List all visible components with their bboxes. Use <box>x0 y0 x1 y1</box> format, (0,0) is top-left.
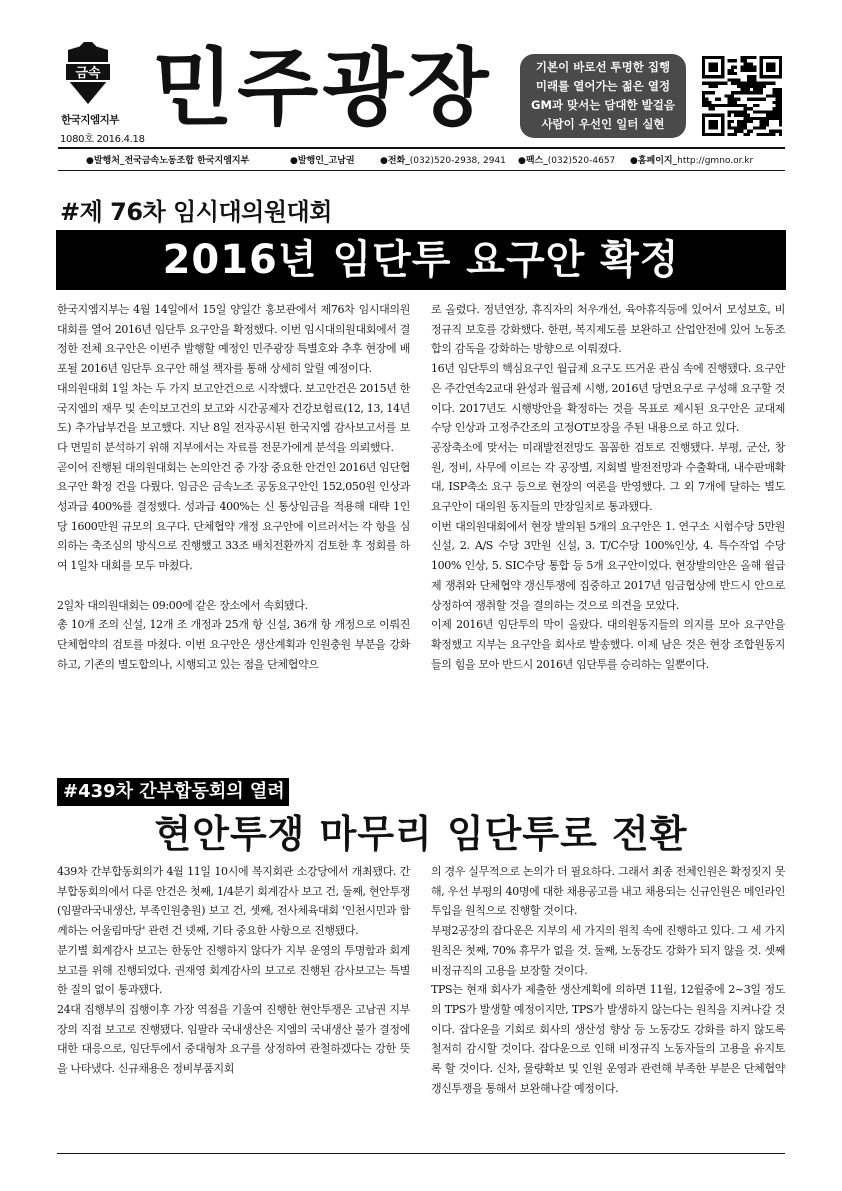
slogan-box <box>520 54 686 138</box>
newspaper-title: 민주광장 <box>152 39 493 137</box>
article1-kicker: #제 76차 임시대의원대회 <box>60 198 332 226</box>
publisher-value: 전국금속노동조합 한국지엠지부 <box>124 156 250 166</box>
publisher-label: ●발행처_ <box>86 156 125 166</box>
paragraph: 의 경우 실무적으로 논의가 더 필요하다. 그래서 최종 전체인원은 확정짓지 못해, 우선 부평의 40명에 대한 채용공고를 내고 채용되는 신규인원은 메인라인 투입을 원칙으로 진행할 것이다. <box>431 865 785 918</box>
divider <box>58 147 785 149</box>
paragraph: 2일차 대의원대회는 09:00에 같은 장소에서 속회됐다. <box>57 598 308 612</box>
slogan-line: 사람이 우선인 일터 실현 <box>541 117 665 131</box>
paragraph: 한국지엠지부는 4월 14일에서 15일 양일간 홍보관에서 제76차 임시대의원대회를 열어 2016년 임단투 요구안을 확정했다. 이번 임시대의원대회에서 결정한 전체 요구안은 이번주 발행할 예정인 민주광장 특별호와 추후 현장에 배포될 2016년 임단투 요구안 해설 책자를 통해 상세히 알릴 예정이다. <box>57 303 410 376</box>
slogan-line: 미래를 열어가는 젊은 열정 <box>535 79 671 93</box>
publisher-info <box>86 153 249 166</box>
fax-value: (032)520-4657 <box>547 156 616 166</box>
phone-label: ●전화_ <box>380 156 410 166</box>
paragraph: 곧이어 진행된 대의원대회는 논의안건 중 가장 중요한 안건인 2016년 임단협 요구안 확정 건을 다뤘다. 임금은 금속노조 공동요구안인 152,050원 인상과 성과급 400%를 결정했다. 성과급 400%는 신 통상임금을 적용해 대략 1인당 1600만원 규모의 요구다. 단체협약 개정 요구안에 이르러서는 각 항을 심의하는 축조심의 방식으로 진행했고 33조 배치전환까지 검토한 후 정회를 하여 1일차 대회를 모두 마쳤다. <box>57 460 410 573</box>
slogan-line: 기본이 바로선 투명한 집행 <box>535 60 671 74</box>
paragraph: 부평2공장의 잡다운은 지부의 세 가지의 원칙 속에 진행하고 있다. 그 세 가지 원칙은 첫째, 70% 휴무가 없을 것. 둘째, 노동강도 강화가 되지 않을 것. 셋째 비정규직의 고용을 보장할 것이다. <box>431 924 785 977</box>
paragraph: TPS는 현재 회사가 제출한 생산계획에 의하면 11월, 12월중에 2~3일 정도의 TPS가 발생할 예정이지만, TPS가 발생하지 않는다는 원칙을 지켜나갈 것이다. 잡다운을 기회로 회사의 생산성 향상 등 노동강도 강화를 하지 않도록 철저히 감시할 것이다. 잡다운으로 인해 비정규직 노동자들의 고용을 유지토록 할 것이다. 신차, 물량확보 및 인원 운영과 관련해 부족한 부분은 단체협약 갱신투쟁을 통해서 보완해나갈 예정이다. <box>431 983 785 1095</box>
issue-number: 1080호 2016.4.18 <box>60 134 145 145</box>
fax-label: ●팩스_ <box>518 156 548 166</box>
publication-info-bar <box>58 151 785 167</box>
article1-headline: 2016년 임단투 요구안 확정 <box>162 237 680 283</box>
paragraph: 24대 집행부의 집행이후 가장 역점을 기울여 진행한 현안투쟁은 고남권 지부장의 직접 보고로 진행됐다. 임팔라 국내생산은 지엠의 국내생산 불가 결정에 대한 대응으로, 임단투에서 중대형차 요구를 상정하여 관철하겠다는 강한 뜻을 나타냈다. 신규채용은 정비부품지회 <box>57 1002 410 1076</box>
editor-info <box>290 153 355 166</box>
paragraph: 439차 간부합동회의가 4월 11일 10시에 복지회관 소강당에서 개최됐다. 간부합동회의에서 다룬 안건은 첫째, 1/4분기 회계감사 보고 건, 둘째, 현안투쟁 (임팔라국내생산, 부족인원충원) 보고 건, 셋째, 전사체육대회 '인천시민과 함께하는 어울림마당' 관련 건 넷째, 기타 중요한 사항으로 진행됐다. <box>57 865 410 938</box>
logo-text: 금속 <box>75 66 101 81</box>
qr-code-icon <box>702 56 782 136</box>
fax-info <box>518 153 615 166</box>
paragraph: 로 올렸다. 정년연장, 휴직자의 처우개선, 육아휴직등에 있어서 모성보호, 비정규직 보호를 강화했다. 한편, 복지제도를 보완하고 산업안전에 있어 노동조합의 감독을 강화하는 방향으로 이뤄졌다. <box>431 303 785 356</box>
web-label: ●홈페이지_ <box>630 156 678 166</box>
article2-headline: 현안투쟁 마무리 임단투로 전환 <box>154 812 688 856</box>
phone-info <box>380 153 506 166</box>
paragraph: 총 10개 조의 신설, 12개 조 개정과 25개 항 신설, 36개 항 개정으로 이뤄진 단체협약의 검토를 마쳤다. 이번 요구안은 생산계획과 인원충원 부분을 강화하고, 기존의 별도합의나, 시행되고 있는 점을 단체협약으 <box>57 618 410 671</box>
article1-left-column <box>57 300 410 674</box>
web-link[interactable]: http://gmno.or.kr <box>677 156 754 166</box>
paragraph: 이번 대의원대회에서 현장 발의된 5개의 요구안은 1. 연구소 시험수당 5만원 신설, 2. A/S 수당 3만원 신설, 3. T/C수당 100%인상, 4. 특수작업 수당 100% 인상, 5. SIC수당 통합 등 5개 요구안이었다. 현장발의안은 올해 월급제 쟁취와 단체협약 갱신투쟁에 집중하고 2017년 임금협상에 반드시 안으로 상정하여 쟁취할 것을 결의하는 것으로 의견을 모았다. <box>431 519 785 612</box>
paragraph: 공장축소에 맞서는 미래발전전망도 꼼꼼한 검토로 진행됐다. 부평, 군산, 창원, 정비, 사무에 이르는 각 공장별, 지회별 발전전망과 수출확대, 내수판매확대, ISP축소 요구 등으로 현장의 여론을 반영했다. 그 외 7개에 달하는 별도 요구안이 대의원 동지들의 만장일치로 통과됐다. <box>431 440 785 514</box>
article1-right-column <box>431 300 785 674</box>
article2-kicker: #439차 간부합동회의 열려 <box>63 781 285 802</box>
org-name: 한국지엠지부 <box>61 114 119 126</box>
article2-right-column <box>431 862 785 1098</box>
union-logo <box>58 40 118 110</box>
web-info <box>630 153 753 166</box>
paragraph: 이제 2016년 임단투의 막이 올랐다. 대의원동지들의 의지를 모아 요구안을 확정했고 지부는 요구안을 회사로 발송했다. 이제 남은 것은 현장 조합원동지들의 힘을 모아 반드시 2016년 임단투를 승리하는 일뿐이다. <box>431 618 785 671</box>
paragraph: 분기별 회계감사 보고는 한동안 진행하지 않다가 지부 운영의 투명함과 회계보고를 위해 진행되었다. 권재영 회계감사의 보고로 진행된 감사보고는 특별한 질의 없이 통과됐다. <box>57 943 410 997</box>
phone-value: (032)520-2938, 2941 <box>409 156 506 166</box>
article2-left-column <box>57 862 410 1079</box>
footer-divider <box>57 1153 785 1154</box>
editor-value: 고남권 <box>328 156 355 166</box>
divider <box>58 170 785 171</box>
paragraph: 대의원대회 1일 차는 두 가지 보고안건으로 시작했다. 보고안건은 2015년 한국지엠의 재무 및 손익보고건의 보고와 시간공제자 건강보험료(12, 13, 14년도) 추가납부건을 보고했다. 지난 8일 전자공시된 한국지엠 감사보고서를 보다 면밀히 분석하기 위해 지부에서는 자료를 전문가에게 분석을 의뢰했다. <box>57 381 410 454</box>
slogan-line: GM과 맞서는 담대한 발걸음 <box>531 98 675 112</box>
editor-label: ●발행인_ <box>290 156 329 166</box>
paragraph: 16년 임단투의 핵심요구인 월급제 요구도 뜨거운 관심 속에 진행됐다. 요구안은 주간연속2교대 완성과 월급제 시행, 2016년 당면요구로 구성해 요구할 것이다. 2017년도 시행방안을 확정하는 것을 목표로 제시된 요구안은 교대제 수당 인상과 고정주간조의 고정OT보장을 주된 내용으로 하고 있다. <box>431 362 785 435</box>
